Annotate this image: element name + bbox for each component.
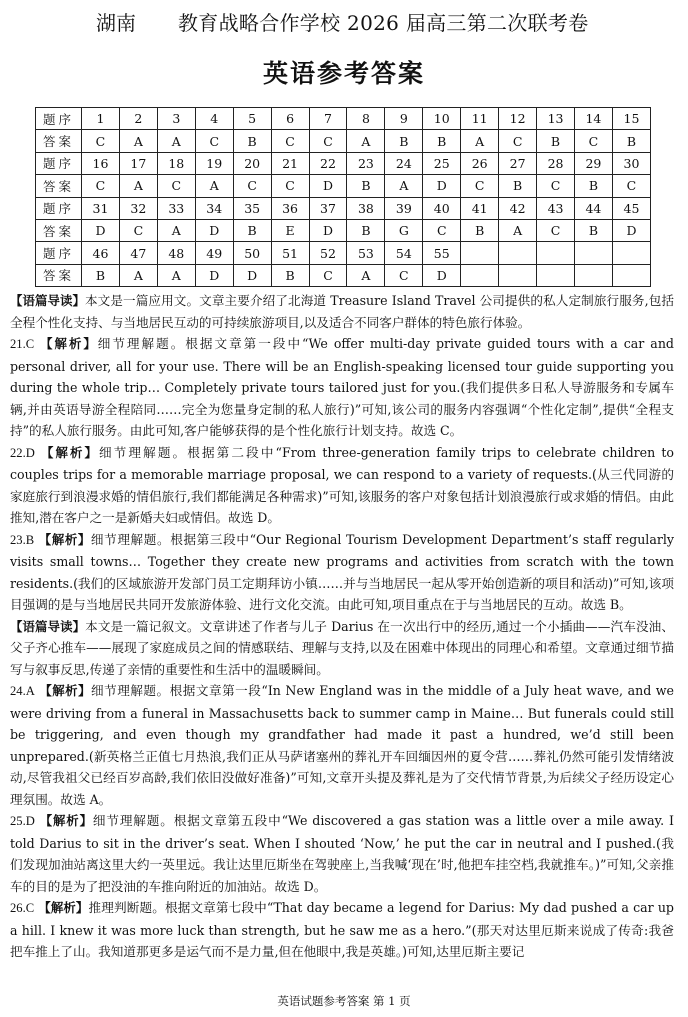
question-number-cell: 5 (233, 108, 271, 130)
question-number-cell: 53 (347, 242, 385, 264)
row-label-question: 题序 (36, 152, 82, 174)
answer-cell: B (423, 130, 461, 152)
question-number-cell: 36 (271, 197, 309, 219)
question-number-cell: 47 (119, 242, 157, 264)
answer-cell: B (574, 175, 612, 197)
question-number-cell (574, 242, 612, 264)
answer-cell (574, 264, 612, 286)
answer-cell: C (82, 175, 120, 197)
answer-explanation (10, 333, 674, 442)
question-answer-key: 25.D (10, 814, 35, 828)
question-number-row (36, 197, 651, 219)
answer-cell: C (119, 219, 157, 241)
question-number-cell: 19 (195, 152, 233, 174)
answer-cell (461, 264, 499, 286)
row-label-answer: 答案 (36, 264, 82, 286)
answer-cell: C (309, 264, 347, 286)
answer-row (36, 219, 651, 241)
question-number-cell: 15 (612, 108, 650, 130)
answer-cell (499, 264, 537, 286)
explanations (10, 290, 674, 963)
answer-cell: D (82, 219, 120, 241)
question-number-cell: 4 (195, 108, 233, 130)
analysis-text: 推理判断题。根据文章第七段中“That day became a legend for Darius: My dad pushed a car up a hill. I knew it was more luck than strength, but he saw me as a hero.”(那天对达里厄斯来说成了传奇:我爸把车推上了山。我知道那更多是运气而不是力量,但在他眼中,我是英雄。)可知,达里厄斯主要记 (10, 900, 674, 959)
answer-cell: B (82, 264, 120, 286)
question-number-cell: 50 (233, 242, 271, 264)
answer-table (35, 107, 651, 287)
answer-cell: B (612, 130, 650, 152)
answer-explanation (10, 897, 674, 963)
question-number-cell: 23 (347, 152, 385, 174)
row-label-answer: 答案 (36, 175, 82, 197)
question-number-cell: 2 (119, 108, 157, 130)
answer-cell: C (82, 130, 120, 152)
row-label-answer: 答案 (36, 130, 82, 152)
question-number-row (36, 108, 651, 130)
question-number-cell: 7 (309, 108, 347, 130)
exam-header (0, 8, 688, 38)
answer-cell: A (347, 130, 385, 152)
answer-cell: C (271, 130, 309, 152)
row-label-question: 题序 (36, 197, 82, 219)
passage-guide (10, 290, 674, 333)
question-number-row (36, 152, 651, 174)
answer-cell: C (271, 175, 309, 197)
analysis-label: 【解析】 (38, 900, 89, 915)
question-number-row (36, 242, 651, 264)
answer-cell: B (537, 130, 575, 152)
doc-title: 英语参考答案 (262, 59, 425, 88)
answer-cell: D (612, 219, 650, 241)
analysis-text: 细节理解题。根据文章第一段中“We offer multi-day private guided tours with a car and personal driver, all for your use. There will be an English-speaking licensed tour guide supporting you during the whole trip… Completely private tours tailored just for you.(我们提供多日私人导游服务和专属车辆,并由英语导游全程陪同……完全为您量身定制的私人旅行)”可知,该公司的服务内容强调“个性化定制”,提供“全程支持”的私人旅行服务。由此可知,客户能够获得的是个性化旅行计划支持。故选 C。 (10, 336, 674, 438)
answer-cell: A (195, 175, 233, 197)
answer-explanation (10, 810, 674, 897)
answer-cell: C (499, 130, 537, 152)
answer-row (36, 175, 651, 197)
question-number-cell: 46 (82, 242, 120, 264)
question-number-cell: 22 (309, 152, 347, 174)
question-number-cell: 8 (347, 108, 385, 130)
answer-cell: C (461, 175, 499, 197)
question-number-cell: 27 (499, 152, 537, 174)
exam-region: 湖南 (96, 11, 136, 35)
question-number-cell: 10 (423, 108, 461, 130)
answer-cell: A (347, 264, 385, 286)
question-number-cell: 30 (612, 152, 650, 174)
answer-cell: A (499, 219, 537, 241)
answer-cell (612, 264, 650, 286)
answer-cell: D (423, 264, 461, 286)
row-label-question: 题序 (36, 242, 82, 264)
question-number-cell: 18 (157, 152, 195, 174)
answer-cell: A (119, 264, 157, 286)
question-number-cell: 40 (423, 197, 461, 219)
page-footer: 英语试题参考答案 第 1 页 (277, 994, 411, 1008)
question-number-cell (499, 242, 537, 264)
answer-cell: D (195, 219, 233, 241)
question-number-cell: 28 (537, 152, 575, 174)
question-number-cell: 11 (461, 108, 499, 130)
answer-cell: C (612, 175, 650, 197)
question-number-cell: 12 (499, 108, 537, 130)
question-number-cell: 37 (309, 197, 347, 219)
answer-cell: C (537, 219, 575, 241)
answer-cell (537, 264, 575, 286)
question-number-cell: 39 (385, 197, 423, 219)
question-number-cell: 31 (82, 197, 120, 219)
question-number-cell: 41 (461, 197, 499, 219)
question-answer-key: 21.C (10, 337, 35, 351)
guide-text: 本文是一篇应用文。文章主要介绍了北海道 Treasure Island Travel 公司提供的私人定制旅行服务,包括全程个性化支持、与当地居民互动的可持续旅游项目,以及适合不同客户群体的特色旅行体验。 (10, 293, 674, 330)
analysis-text: 细节理解题。根据第三段中“Our Regional Tourism Development Department’s staff regularly visits small towns… Together they create new programs and activities from scratch with the town residents.(我们的区域旅游开发部门员工定期拜访小镇……并与当地居民一起从零开始创造新的项目和活动)”可知,该项目强调的是与当地居民共同开发旅游体验、进行文化交流。由此可知,项目重点在于与当地居民的互动。故选 B。 (10, 531, 674, 612)
guide-text: 本文是一篇记叙文。文章讲述了作者与儿子 Darius 在一次出行中的经历,通过一个小插曲——汽车没油、父子齐心推车——展现了家庭成员之间的情感联结、理解与支持,以及在困难中体现出的同理心和希望。文章通过细节描写与叙事反思,传递了亲情的重要性和生活中的温暖瞬间。 (10, 618, 674, 677)
question-number-cell: 45 (612, 197, 650, 219)
answer-cell: C (423, 219, 461, 241)
analysis-label: 【解析】 (39, 683, 91, 698)
answer-cell: A (119, 130, 157, 152)
question-number-cell (461, 242, 499, 264)
question-number-cell: 48 (157, 242, 195, 264)
answer-cell: B (385, 130, 423, 152)
question-number-cell: 24 (385, 152, 423, 174)
question-number-cell: 35 (233, 197, 271, 219)
question-answer-key: 22.D (10, 445, 35, 460)
row-label-question: 题序 (36, 108, 82, 130)
answer-cell: B (347, 175, 385, 197)
analysis-text: 细节理解题。根据文章第五段中“We discovered a gas station was a little over a mile away. I told Darius to sit in the driver’s seat. When I shouted ‘Now,’ he put the car in neutral and I pushed.(我们发现加油站离这里大约一英里远。我让达里厄斯坐在驾驶座上,当我喊‘现在’时,他把车挂空档,我就推车。)”可知,父亲推车的目的是为了把没油的车推向附近的加油站。故选 D。 (10, 813, 674, 894)
answer-cell: D (233, 264, 271, 286)
answer-cell: C (574, 130, 612, 152)
answer-row (36, 130, 651, 152)
question-number-cell: 34 (195, 197, 233, 219)
answer-cell: C (195, 130, 233, 152)
question-answer-key: 26.C (10, 901, 35, 915)
answer-cell: A (385, 175, 423, 197)
answer-explanation (10, 529, 674, 616)
question-number-cell: 26 (461, 152, 499, 174)
question-number-cell: 20 (233, 152, 271, 174)
answer-cell: D (195, 264, 233, 286)
answer-cell: C (157, 175, 195, 197)
question-number-cell: 1 (82, 108, 120, 130)
question-number-cell: 42 (499, 197, 537, 219)
answer-cell: B (233, 219, 271, 241)
question-number-cell: 29 (574, 152, 612, 174)
question-number-cell: 33 (157, 197, 195, 219)
analysis-label: 【解析】 (40, 336, 98, 351)
answer-cell: B (461, 219, 499, 241)
answer-cell: B (271, 264, 309, 286)
answer-cell: A (157, 219, 195, 241)
row-label-answer: 答案 (36, 219, 82, 241)
analysis-label: 【解析】 (38, 531, 91, 547)
answer-cell: B (233, 130, 271, 152)
question-number-cell: 43 (537, 197, 575, 219)
answer-cell: A (119, 175, 157, 197)
answer-explanation (10, 442, 674, 529)
answer-cell: B (347, 219, 385, 241)
question-number-cell (612, 242, 650, 264)
exam-title: 教育战略合作学校 2026 届高三第二次联考卷 (178, 11, 589, 35)
question-number-cell: 55 (423, 242, 461, 264)
question-answer-key: 23.B (10, 532, 35, 547)
answer-cell: B (574, 219, 612, 241)
analysis-text: 细节理解题。根据文章第一段“In New England was in the middle of a July heat wave, and we were driving from a funeral in Massachusetts back to summer camp in Maine… But funerals could still be triggering, and even though my grandfather had made it past a hundred, we’d still been unprepared.(新英格兰正值七月热浪,我们正从马萨诸塞州的葬礼开车回缅因州的夏令营……葬礼仍然可能引发情绪波动,尽管我祖父已经百岁高龄,我们依旧没做好准备)”可知,文章开头提及葬礼是为了交代情节背景,为后续父子经历设定心理氛围。故选 A。 (10, 683, 674, 807)
passage-guide (10, 616, 674, 681)
question-number-cell: 6 (271, 108, 309, 130)
analysis-label: 【解析】 (40, 444, 99, 460)
question-number-cell (537, 242, 575, 264)
question-number-cell: 14 (574, 108, 612, 130)
question-number-cell: 21 (271, 152, 309, 174)
question-number-cell: 44 (574, 197, 612, 219)
question-number-cell: 38 (347, 197, 385, 219)
answer-cell: D (309, 175, 347, 197)
answer-cell: C (537, 175, 575, 197)
question-number-cell: 52 (309, 242, 347, 264)
question-number-cell: 32 (119, 197, 157, 219)
question-number-cell: 51 (271, 242, 309, 264)
question-number-cell: 3 (157, 108, 195, 130)
answer-explanation (10, 680, 674, 810)
answer-cell: C (385, 264, 423, 286)
answer-cell: G (385, 219, 423, 241)
guide-label: 【语篇导读】 (10, 618, 86, 634)
answer-cell: A (157, 264, 195, 286)
guide-label: 【语篇导读】 (10, 293, 85, 308)
analysis-text: 细节理解题。根据第二段中“From three-generation family trips to celebrate children to couples trips for a memorable marriage proposal, we can respond to a variety of requests.(从三代同游的家庭旅行到浪漫求婚的情侣旅行,我们都能满足各种需求)”可知,该服务的客户对象包括计划浪漫旅行或求婚的情侣。由此推知,潜在客户之一是新婚夫妇或情侣。故选 D。 (10, 444, 674, 525)
answer-cell: A (461, 130, 499, 152)
question-number-cell: 9 (385, 108, 423, 130)
answer-cell: E (271, 219, 309, 241)
answer-cell: B (499, 175, 537, 197)
analysis-label: 【解析】 (39, 813, 93, 828)
answer-cell: C (233, 175, 271, 197)
question-answer-key: 24.A (10, 684, 35, 698)
question-number-cell: 17 (119, 152, 157, 174)
question-number-cell: 49 (195, 242, 233, 264)
answer-cell: D (309, 219, 347, 241)
question-number-cell: 25 (423, 152, 461, 174)
answer-cell: A (157, 130, 195, 152)
question-number-cell: 13 (537, 108, 575, 130)
answer-cell: C (309, 130, 347, 152)
question-number-cell: 54 (385, 242, 423, 264)
answer-row (36, 264, 651, 286)
question-number-cell: 16 (82, 152, 120, 174)
answer-cell: D (423, 175, 461, 197)
